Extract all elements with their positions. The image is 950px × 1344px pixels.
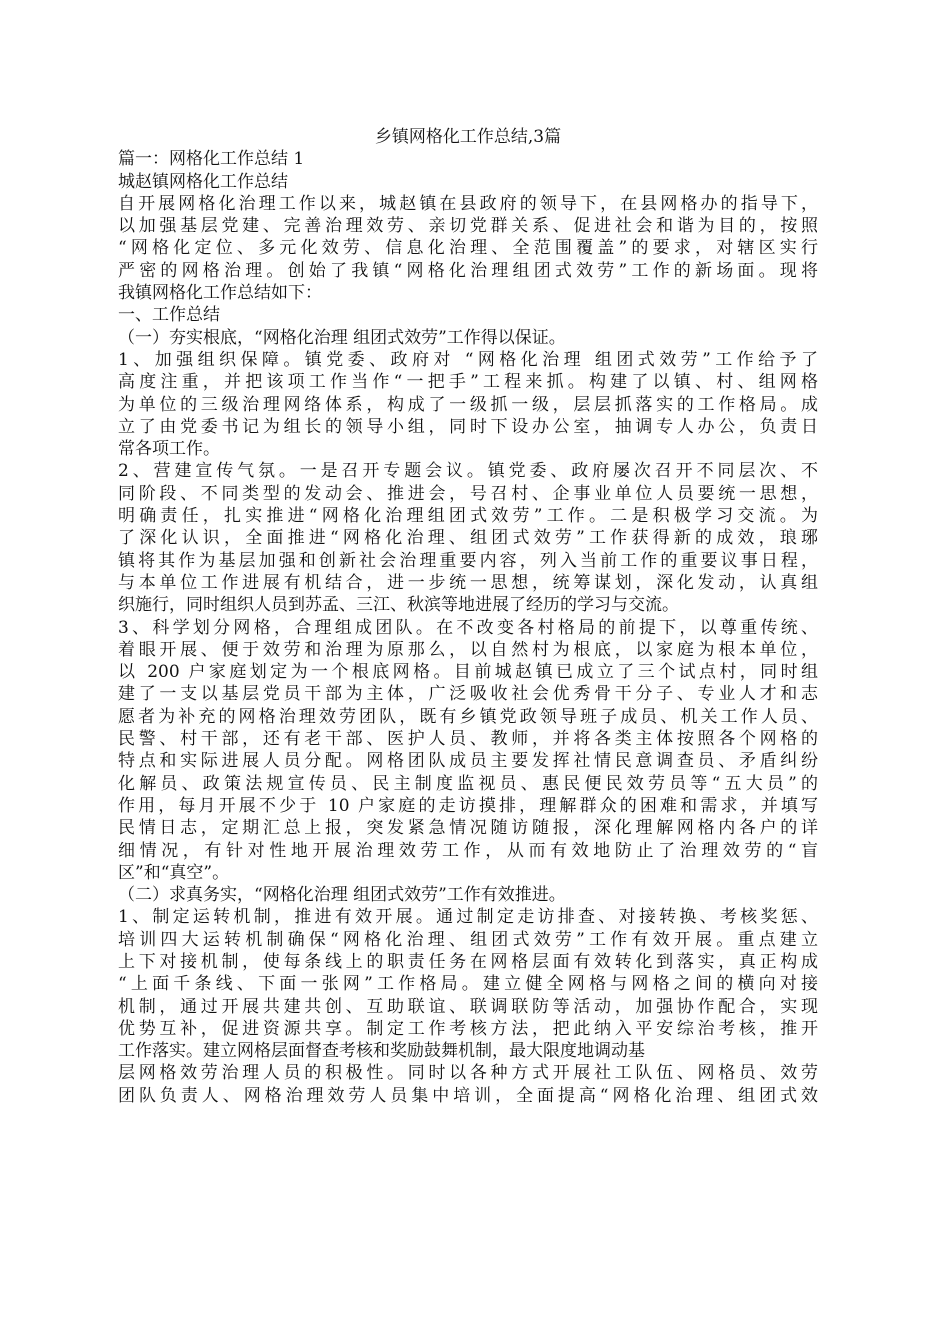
paragraph-line: “上面千条线、下面一张网”工作格局。建立健全网格与网格之间的横向对接 xyxy=(118,974,818,995)
section-heading: 一、工作总结 xyxy=(118,305,220,326)
paragraph-line: 织施行，同时组织人员到苏孟、三江、秋滨等地进展了经历的学习与交流。 xyxy=(118,595,679,616)
part-heading: 篇一：网格化工作总结 1 xyxy=(118,149,305,170)
paragraph-line: 以 200 户家庭划定为一个根底网格。目前城赵镇已成立了三个试点村，同时组 xyxy=(118,662,818,683)
paragraph-line: 2、营建宣传气氛。一是召开专题会议。镇党委、政府屡次召开不同层次、不 xyxy=(118,461,818,482)
paragraph-line: 优势互补，促进资源共享。制定工作考核方法，把此纳入平安综治考核，推开 xyxy=(118,1018,818,1039)
paragraph-line: 机制，通过开展共建共创、互助联谊、联调联防等活动，加强协作配合，实现 xyxy=(118,996,818,1017)
paragraph-line: 自开展网格化治理工作以来，城赵镇在县政府的领导下，在县网格办的指导下， xyxy=(118,193,818,214)
paragraph-line: 培训四大运转机制确保“网格化治理、组团式效劳”工作有效开展。重点建立 xyxy=(118,929,818,950)
paragraph-line: 特点和实际进展人员分配。网格团队成员主要发挥社情民意调查员、矛盾纠纷 xyxy=(118,751,818,772)
paragraph-line: 常各项工作。 xyxy=(118,439,220,460)
paragraph-line: 严密的网格治理。创始了我镇“网格化治理组团式效劳”工作的新场面。现将 xyxy=(118,260,818,281)
paragraph-line: 民警、村干部，还有老干部、医护人员、教师，并将各类主体按照各个网格的 xyxy=(118,729,818,750)
paragraph-line: 工作落实。建立网格层面督查考核和奖励鼓舞机制，最大限度地调动基 xyxy=(118,1041,645,1062)
paragraph-line: 区”和“真空”。 xyxy=(118,862,230,883)
document-body xyxy=(118,193,818,1107)
document-subtitle: 城赵镇网格化工作总结 xyxy=(118,171,288,192)
paragraph-line: 上下对接机制，使每条线上的职责任务在网格层面有效转化到落实，真正构成 xyxy=(118,951,818,972)
paragraph-line: 1、加强组织保障。镇党委、政府对 “网格化治理 组团式效劳”工作给予了 xyxy=(118,349,818,370)
paragraph-line: 高度注重，并把该项工作当作“一把手”工程来抓。构建了以镇、村、组网格 xyxy=(118,372,818,393)
paragraph-line: 化解员、政策法规宣传员、民主制度监视员、惠民便民效劳员等“五大员”的 xyxy=(118,773,818,794)
section-heading: （一）夯实根底，“网格化治理 组团式效劳”工作得以保证。 xyxy=(118,327,566,348)
paragraph-line: 与本单位工作进展有机结合，进一步统一思想，统筹谋划，深化发动，认真组 xyxy=(118,572,818,593)
document-title: 乡镇网格化工作总结,3篇 xyxy=(374,127,562,147)
paragraph-line: “网格化定位、多元化效劳、信息化治理、全范围覆盖”的要求，对辖区实行 xyxy=(118,238,818,259)
paragraph-line: 层网格效劳治理人员的积极性。同时以各种方式开展社工队伍、网格员、效劳 xyxy=(118,1063,818,1084)
paragraph-line: 以加强基层党建、完善治理效劳、亲切党群关系、促进社会和谐为目的，按照 xyxy=(118,216,818,237)
paragraph-line: 3、科学划分网格，合理组成团队。在不改变各村格局的前提下，以尊重传统、 xyxy=(118,617,818,638)
paragraph-line: 建了一支以基层党员干部为主体，广泛吸收社会优秀骨干分子、专业人才和志 xyxy=(118,684,818,705)
paragraph-line: 镇将其作为基层加强和创新社会治理重要内容，列入当前工作的重要议事日程， xyxy=(118,550,818,571)
paragraph-line: 为单位的三级治理网络体系，构成了一级抓一级，层层抓落实的工作格局。成 xyxy=(118,394,818,415)
paragraph-line: 作用，每月开展不少于 10 户家庭的走访摸排，理解群众的困难和需求，并填写 xyxy=(118,795,818,816)
document-page xyxy=(118,126,818,1107)
paragraph-line: 着眼开展、便于效劳和治理为原那么，以自然村为根底，以家庭为根本单位， xyxy=(118,639,818,660)
paragraph-line: 细情况，有针对性地开展治理效劳工作，从而有效地防止了治理效劳的“盲 xyxy=(118,840,818,861)
paragraph-line: 立了由党委书记为组长的领导小组，同时下设办公室，抽调专人办公，负责日 xyxy=(118,416,818,437)
section-heading: （二）求真务实，“网格化治理 组团式效劳”工作有效推进。 xyxy=(118,885,566,906)
paragraph-line: 了深化认识，全面推进“网格化治理、组团式效劳”工作获得新的成效，琅琊 xyxy=(118,528,818,549)
paragraph-line: 1、制定运转机制，推进有效开展。通过制定走访排查、对接转换、考核奖惩、 xyxy=(118,907,818,928)
paragraph-line: 愿者为补充的网格治理效劳团队，既有乡镇党政领导班子成员、机关工作人员、 xyxy=(118,706,818,727)
paragraph-line: 同阶段、不同类型的发动会、推进会，号召村、企事业单位人员要统一思想， xyxy=(118,483,818,504)
paragraph-line: 我镇网格化工作总结如下： xyxy=(118,283,322,304)
paragraph-line: 明确责任，扎实推进“网格化治理组团式效劳”工作。二是积极学习交流。为 xyxy=(118,506,818,527)
paragraph-line: 民情日志，定期汇总上报，突发紧急情况随访随报，深化理解网格内各户的详 xyxy=(118,818,818,839)
paragraph-line: 团队负责人、网格治理效劳人员集中培训，全面提高“网格化治理、组团式效 xyxy=(118,1085,818,1106)
